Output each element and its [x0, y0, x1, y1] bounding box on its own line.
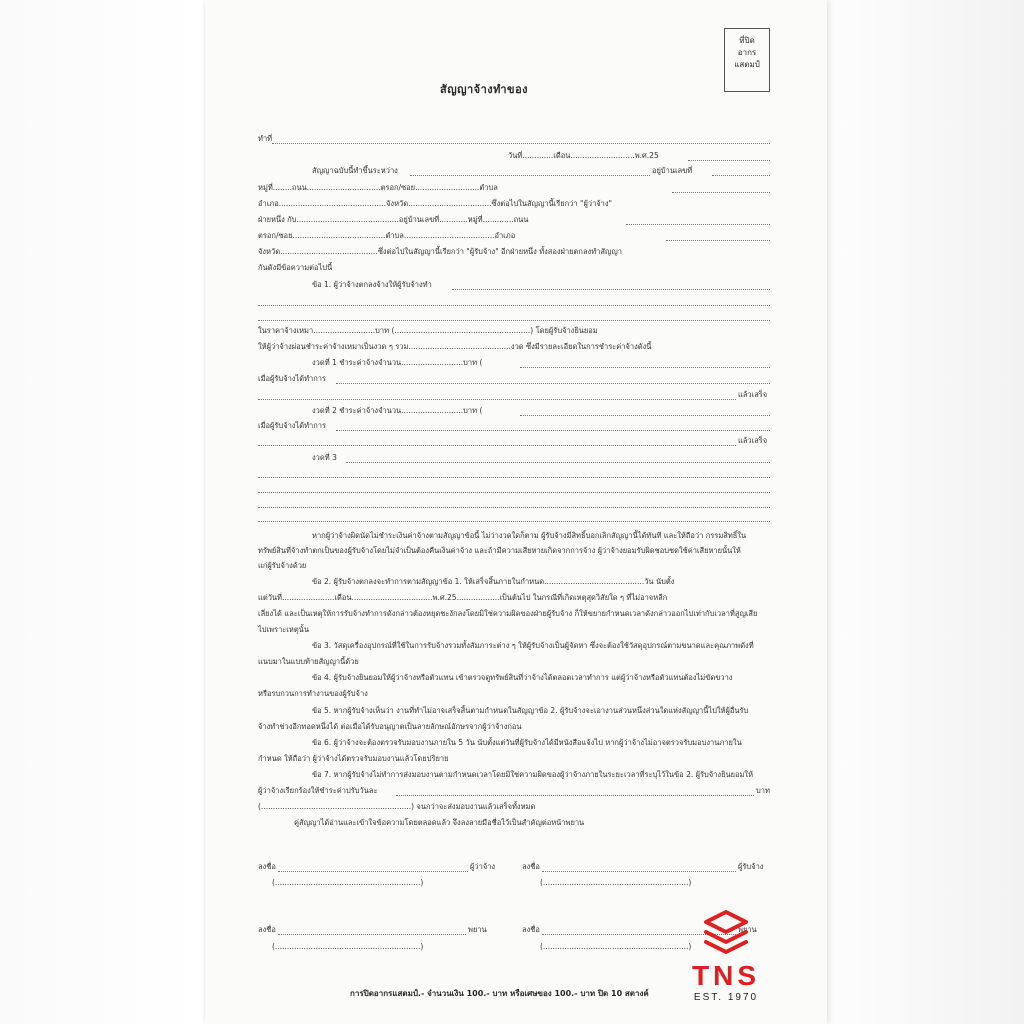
- form-line: กำหนด ให้ถือว่า ผู้ว่าจ้างได้ตรวจรับมอบงานแล้วโดยปริยาย: [258, 754, 449, 763]
- form-line: เมื่อผู้รับจ้างได้ทำการ: [258, 374, 327, 383]
- logo-text: TNS: [692, 960, 760, 991]
- dotted-line: [346, 462, 770, 463]
- dotted-line: [542, 871, 736, 872]
- signature-name-paren: (.............................................................): [272, 942, 424, 951]
- signature-name-paren: (.............................................................): [272, 878, 424, 887]
- form-line: งวดที่ 2 ชำระค่าจ้างจำนวน..........................บาท (: [312, 406, 483, 415]
- stamp-duty-note: การปิดอากรแสตมป์.- จำนวนเงิน 100.- บาท หรือเศษของ 100.- บาท ปิด 10 สตางค์: [350, 989, 649, 998]
- dotted-line: [258, 445, 736, 446]
- dotted-line: [258, 521, 770, 522]
- form-line: วันที่.............เดือน...........................พ.ศ.25: [508, 151, 659, 160]
- dotted-line: [278, 934, 466, 935]
- logo-est: EST. 1970: [693, 992, 759, 1003]
- signature-label: ลงชื่อ: [258, 862, 276, 871]
- form-line: แต่วันที่......................เดือน..................................พ.ศ.25..................เป็นต้นไป ในกรณีที่เกิดเหตุสุดวิสัยใด ๆ ที่ไม่อาจหลีก: [258, 593, 668, 602]
- dotted-line: [626, 224, 770, 225]
- signature-name-paren: (.............................................................): [540, 942, 692, 951]
- dotted-line: [258, 477, 770, 478]
- stamp-line: ที่ปิด: [739, 36, 755, 45]
- page-title: สัญญาจ้างทำของ: [440, 83, 529, 96]
- form-line: หมู่ที่........ถนน...............................ตรอก/ซอย...........................ตำบล: [258, 183, 498, 192]
- dotted-line: [712, 175, 770, 176]
- stamp-line: อากร: [737, 48, 757, 57]
- signature-label: ลงชื่อ: [522, 925, 540, 934]
- form-line: ตรอก/ซอย.......................................ตำบล......................................อำเภอ: [258, 231, 516, 240]
- dotted-line: [452, 289, 770, 290]
- dotted-line: [410, 175, 650, 176]
- form-line: งวดที่ 1 ชำระค่าจ้างจำนวน..........................บาท (: [312, 358, 483, 367]
- dotted-line: [258, 305, 770, 306]
- form-line: สัญญาฉบับนี้ทำขึ้นระหว่าง: [312, 166, 398, 175]
- form-line: แนบมาในแบบท้ายสัญญานี้ด้วย: [258, 657, 359, 666]
- form-line: ในราคาจ้างเหมา..........................บาท (.........................................................) โดยผู้รับจ้างยินยอม: [258, 326, 598, 335]
- signature-role: พยาน: [468, 925, 487, 934]
- form-line: ผู้ว่าจ้างเรียกร้องให้ชำระค่าปรับวันละ: [258, 786, 378, 795]
- dotted-line: [278, 871, 468, 872]
- form-line: ข้อ 3. วัสดุเครื่องอุปกรณ์ที่ใช้ในการรับจ้างรวมทั้งสัมภาระต่าง ๆ ให้ผู้รับจ้างเป็นผู้จัดหา ซึ่งจะต้องใช้วัสดุอุปกรณ์ตามขนาดและคุณภาพดังที่: [312, 641, 754, 650]
- dotted-line: [520, 415, 770, 416]
- signature-role: ผู้ว่าจ้าง: [470, 862, 496, 871]
- form-line: ทรัพย์สินที่จ้างทำตกเป็นของผู้รับจ้างโดยไม่จำเป็นต้องคืนเงินค่าจ้าง และถ้ามีความเสียหายเกิดจากการจ้าง ผู้ว่าจ้างยอมรับผิดชอบชดใช้ค่าเสียหายนั้นให้: [258, 546, 741, 555]
- dotted-line: [672, 192, 770, 193]
- form-line: อยู่บ้านเลขที่: [652, 166, 693, 175]
- dotted-line: [272, 143, 770, 144]
- dotted-line: [396, 795, 754, 796]
- form-line: จ้างทำช่วงอีกทอดหนึ่งได้ ต่อเมื่อได้รับอนุญาตเป็นลายลักษณ์อักษรจากผู้ว่าจ้างก่อน: [258, 722, 522, 731]
- dotted-line: [688, 160, 770, 161]
- form-line: แก่ผู้รับจ้างด้วย: [258, 561, 307, 570]
- book-stack-icon: [700, 906, 752, 958]
- form-line: เมื่อผู้รับจ้างได้ทำการ: [258, 421, 327, 430]
- form-line: จังหวัด.........................................ซึ่งต่อไปในสัญญานี้เรียกว่า "ผู้รับจ้าง" อีกฝ่ายหนึ่ง ทั้งสองฝ่ายตกลงทำสัญญา: [258, 247, 622, 256]
- dotted-line: [258, 399, 736, 400]
- form-line: ข้อ 1. ผู้ว่าจ้างตกลงจ้างให้ผู้รับจ้างทำ: [312, 280, 432, 289]
- form-line: หากผู้ว่าจ้างผิดนัดไม่ชำระเงินค่าจ้างตามสัญญาข้อนี้ ไม่ว่างวดใดก็ตาม ผู้รับจ้างมีสิทธิ์บอกเลิกสัญญานี้ได้ทันที และให้ถือว่า กรรมสิทธิ์ใน: [312, 531, 747, 540]
- dotted-line: [258, 492, 770, 493]
- form-line: (...............................................................) จนกว่าจะส่งมอบงานแล้วเสร็จทั้งหมด: [258, 802, 536, 811]
- form-line: กันดังมีข้อความต่อไปนี้: [258, 263, 333, 272]
- form-line: บาท: [756, 786, 770, 795]
- dotted-line: [258, 320, 770, 321]
- dotted-line: [520, 367, 770, 368]
- dotted-line: [666, 240, 770, 241]
- form-line: งวดที่ 3: [312, 453, 337, 462]
- signature-role: ผู้รับจ้าง: [738, 862, 764, 871]
- stamp-box: [724, 28, 770, 92]
- form-line: อำเภอ.............................................จังหวัด...................................ซึ่งต่อไปในสัญญานี้เรียกว่า "ผู้ว่าจ้าง": [258, 199, 612, 208]
- stamp-line: แสตมป์: [734, 60, 760, 69]
- dotted-line: [336, 383, 770, 384]
- form-line: ข้อ 2. ผู้รับจ้างตกลงจะทำการตามสัญญาข้อ 1. ให้เสร็จสิ้นภายในกำหนด..........................................วัน นับตั้ง: [312, 577, 675, 586]
- form-line: แล้วเสร็จ: [738, 390, 768, 399]
- form-line: ข้อ 7. หากผู้รับจ้างไม่ทำการส่งมอบงานตามกำหนดเวลาโดยมิใช่ความผิดของผู้ว่าจ้างภายในระยะเวลาที่ระบุไว้ในข้อ 2. ผู้รับจ้างยินยอมให้: [312, 770, 754, 779]
- form-line: ให้ผู้ว่าจ้างผ่อนชำระค่าจ้างเหมาเป็นงวด ๆ รวม...........................................งวด ซึ่งมีรายละเอียดในการชำระค่าจ้างดังนี้: [258, 342, 652, 351]
- signature-role: พยาน: [738, 925, 757, 934]
- form-line: แล้วเสร็จ: [738, 436, 768, 445]
- dotted-line: [336, 430, 770, 431]
- signature-name-paren: (.............................................................): [540, 878, 692, 887]
- form-line: เลี่ยงได้ และเป็นเหตุให้การรับจ้างทำการดังกล่าวต้องหยุดชะงักลงโดยมิใช่ความผิดของฝ่ายผู้รับจ้าง ก็ให้ขยายกำหนดเวลาดังกล่าวออกไปเท่ากับเวลาที่สูญเสีย: [258, 609, 758, 618]
- signature-label: ลงชื่อ: [522, 862, 540, 871]
- form-line: ข้อ 4. ผู้รับจ้างยินยอมให้ผู้ว่าจ้างหรือตัวแทน เข้าตรวจดูทรัพย์สินที่ว่าจ้างได้ตลอดเวลาทำการ แต่ผู้ว่าจ้างหรือตัวแทนต้องไม่ขัดขวาง: [312, 673, 733, 682]
- form-line: คู่สัญญาได้อ่านและเข้าใจข้อความโดยตลอดแล้ว จึงลงลายมือชื่อไว้เป็นสำคัญต่อหน้าพยาน: [294, 818, 585, 827]
- form-line: ทำที่: [258, 134, 273, 143]
- form-line: ข้อ 5. หากผู้รับจ้างเห็นว่า งานที่ทำไม่อาจเสร็จสิ้นตามกำหนดในสัญญาข้อ 2. ผู้รับจ้างจะเอางานส่วนหนึ่งส่วนใดแห่งสัญญานี้ไปให้ผู้อื่นรับ: [312, 706, 749, 715]
- form-line: ไปเพราะเหตุนั้น: [258, 625, 309, 634]
- form-line: หรือรบกวนการทำงานของผู้รับจ้าง: [258, 689, 368, 698]
- tns-logo: [676, 906, 776, 1006]
- form-line: ข้อ 6. ผู้ว่าจ้างจะต้องตรวจรับมอบงานภายใน 5 วัน นับตั้งแต่วันที่ผู้รับจ้างได้มีหนังสือแจ้งไป หากผู้ว่าจ้างไม่อาจตรวจรับมอบงานภายใน: [312, 738, 742, 747]
- signature-label: ลงชื่อ: [258, 925, 276, 934]
- form-line: ฝ่ายหนึ่ง กับ...........................................อยู่บ้านเลขที่............หมู่ที่.............ถนน: [258, 215, 529, 224]
- dotted-line: [258, 507, 770, 508]
